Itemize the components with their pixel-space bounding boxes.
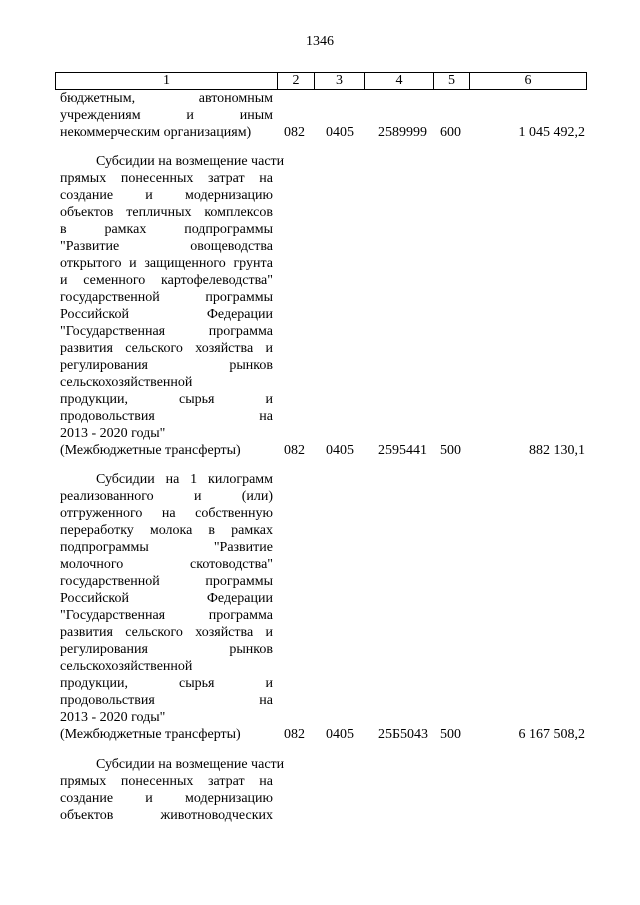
description-line: молочного скотоводства": [60, 557, 273, 572]
description-line: продукции, сырья и: [60, 676, 273, 691]
description-line: реализованного и (или): [60, 489, 273, 504]
section-code: 0405: [326, 443, 354, 458]
column-header-6: 6: [470, 73, 587, 90]
amount: 882 130,1: [529, 443, 585, 458]
description-line: Российской Федерации: [60, 591, 273, 606]
column-header-row: [56, 73, 587, 90]
target-code: 25Б5043: [378, 727, 429, 742]
ministry-code: 082: [284, 125, 305, 140]
description-line: "Развитие овощеводства: [60, 239, 273, 254]
description-line: отгруженного на собственную: [60, 506, 273, 521]
description-line: продовольствия на: [60, 409, 273, 424]
description-line: 2013 - 2020 годы": [60, 710, 166, 725]
description-line: продовольствия на: [60, 693, 273, 708]
description-line: некоммерческим организациям): [60, 125, 252, 140]
ministry-code: 082: [284, 727, 305, 742]
description-line: прямых понесенных затрат на: [60, 171, 273, 186]
target-code: 2595441: [378, 443, 427, 458]
description-line: прямых понесенных затрат на: [60, 774, 273, 789]
description-line: государственной программы: [60, 290, 273, 305]
description-line: Российской Федерации: [60, 307, 273, 322]
description-line: бюджетным, автономным: [60, 91, 273, 106]
target-code: 2589999: [378, 125, 427, 140]
description-line: сельскохозяйственной: [60, 375, 193, 390]
description-line: "Государственная программа: [60, 324, 273, 339]
description-line: (Межбюджетные трансферты): [60, 727, 241, 742]
section-code: 0405: [326, 727, 354, 742]
description-line: продукции, сырья и: [60, 392, 273, 407]
expense-type-code: 500: [440, 727, 461, 742]
description-line: подпрограммы "Развитие: [60, 540, 273, 555]
expense-type-code: 500: [440, 443, 461, 458]
description-line: создание и модернизацию: [60, 188, 273, 203]
description-line: Субсидии на 1 килограмм: [96, 472, 273, 487]
description-line: открытого и защищенного грунта: [60, 256, 273, 271]
description-line: создание и модернизацию: [60, 791, 273, 806]
row-description: [60, 756, 285, 824]
column-header-3: 3: [315, 73, 365, 90]
description-line: Субсидии на возмещение части: [96, 154, 285, 169]
column-header-5: 5: [434, 73, 470, 90]
description-line: развития сельского хозяйства и: [60, 341, 273, 356]
row-description: [60, 153, 285, 459]
description-line: объектов тепличных комплексов: [60, 205, 273, 220]
row-description: [60, 471, 273, 743]
amount: 6 167 508,2: [518, 727, 585, 742]
column-header-table: [55, 72, 587, 90]
description-line: 2013 - 2020 годы": [60, 426, 166, 441]
description-line: и семенного картофелеводства": [60, 273, 273, 288]
description-line: "Государственная программа: [60, 608, 273, 623]
description-line: объектов животноводческих: [60, 808, 273, 823]
amount: 1 045 492,2: [518, 125, 585, 140]
page-number: 1346: [306, 34, 334, 49]
column-header-4: 4: [365, 73, 434, 90]
description-line: регулирования рынков: [60, 358, 273, 373]
description-line: государственной программы: [60, 574, 273, 589]
description-line: в рамках подпрограммы: [60, 222, 273, 237]
section-code: 0405: [326, 125, 354, 140]
description-line: развития сельского хозяйства и: [60, 625, 273, 640]
description-line: регулирования рынков: [60, 642, 273, 657]
description-line: учреждениям и иным: [60, 108, 273, 123]
description-line: переработку молока в рамках: [60, 523, 273, 538]
column-header-1: 1: [56, 73, 278, 90]
column-header-2: 2: [278, 73, 315, 90]
description-line: Субсидии на возмещение части: [96, 757, 285, 772]
description-line: сельскохозяйственной: [60, 659, 193, 674]
expense-type-code: 600: [440, 125, 461, 140]
row-description: [60, 90, 273, 141]
ministry-code: 082: [284, 443, 305, 458]
description-line: (Межбюджетные трансферты): [60, 443, 241, 458]
